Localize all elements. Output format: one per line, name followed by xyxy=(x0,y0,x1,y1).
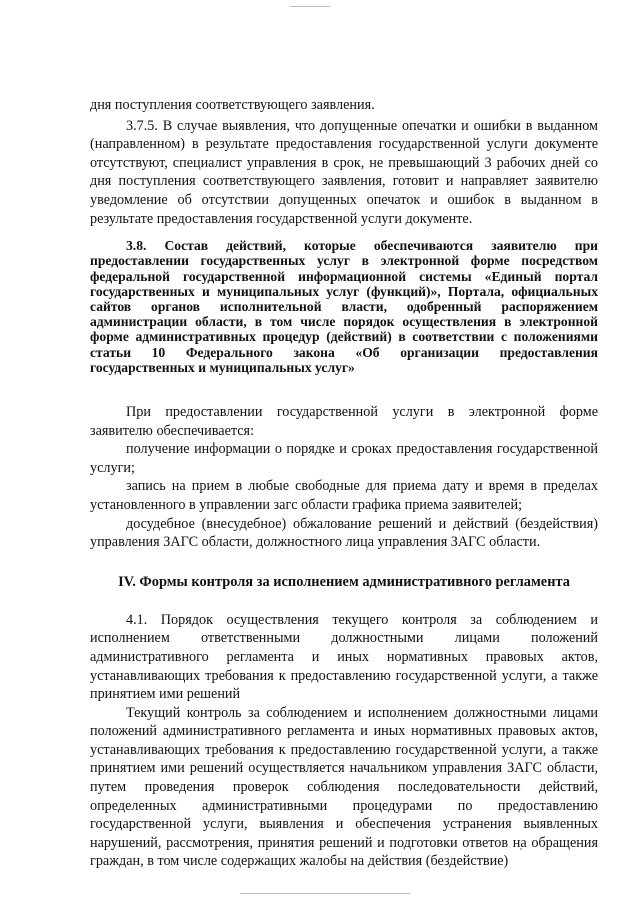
paragraph-info-receipt: получение информации о порядке и сроках предоставления государственной услуги; xyxy=(90,441,598,476)
paragraph-continuation: дня поступления соответствующего заявления. xyxy=(90,97,375,113)
scan-artifact-bottom xyxy=(240,893,410,894)
paragraph-3-7-5: 3.7.5. В случае выявления, что допущенные опечатки и ошибки в выданном (направленном) в результате предоставления государственной услуги документе отсутствуют, специалист управления в срок, не превышающий 3 рабочих дней со дня поступления соответствующего заявления, готовит и направляет заявителю уведомление об отсутствии допущенных опечаток и ошибок в выданном в результате предоставления государственной услуги документе. xyxy=(90,117,598,227)
paragraph-current-control: Текущий контроль за соблюдением и исполнением должностными лицами положений административного регламента и иных нормативных правовых актов, устанавливающих требования к предоставлению государственной услуги, а также принятием ими решений осуществляется начальником управления ЗАГС области, путем проведения проверок соблюдения последовательности действий, определенных административными процедурами по предоставлению государственной услуги, выявления и обеспечения устранения выявленных нарушений, рассмотрения, принятия решений и подготовки ответов на обращения граждан, в том числе содержащих жалобы на действия (бездействие) xyxy=(90,704,598,870)
section-3-8-title: 3.8. Состав действий, которые обеспечиваются заявителю при предоставлении государственных услуг в электронной форме посредством федеральной государственной информационной системы «Единый портал государственных и муниципальных услуг (функций)», Портала, официальных сайтов органов исполнительной власти, одобренный распоряжением администрации области, в том числе порядок осуществления в электронной форме административных процедур (действий) в соответствии с положениями статьи 10 Федерального закона «Об организации предоставления государственных и муниципальных услуг» xyxy=(90,238,598,375)
document-body xyxy=(90,96,598,871)
paragraph-appointment: запись на прием в любые свободные для приема дату и время в пределах установленного в управлении загс области графика приема заявителей; xyxy=(90,478,598,513)
section-iv-heading: IV. Формы контроля за исполнением административного регламента xyxy=(118,573,570,590)
scan-artifact-top xyxy=(290,6,330,7)
paragraph-appeal: досудебное (внесудебное) обжалование решений и действий (бездействия) управления ЗАГС области, должностного лица управления ЗАГС области. xyxy=(90,515,598,551)
paragraph-4-1: 4.1. Порядок осуществления текущего контроля за соблюдением и исполнением ответственными должностными лицами положений административного регламента и иных нормативных правовых актов, устанавливающих требования к предоставлению государственной услуги, а также принятием ими решений xyxy=(90,611,598,703)
paragraph-electronic-form-intro: При предоставлении государственной услуги в электронной форме заявителю обеспечивается: xyxy=(90,403,598,439)
